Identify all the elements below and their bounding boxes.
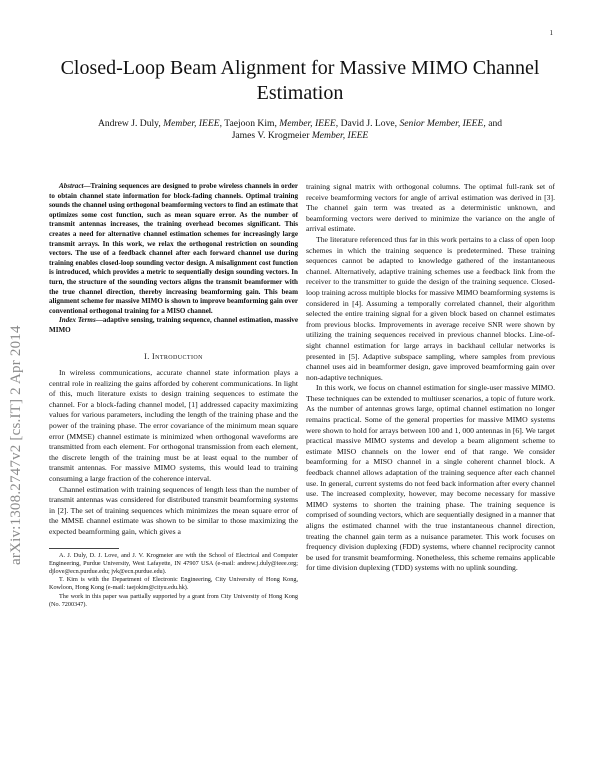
arxiv-stamp: arXiv:1308.2747v2 [cs.IT] 2 Apr 2014 [8,325,24,565]
footnote: A. J. Duly, D. J. Love, and J. V. Krogmeier are with the School of Electrical and Computer Engineering, Purdue University, West Lafayette, IN 47907 USA (e-mail: andrew.j.duly@ieee.org; djlove@ecn.purdue.edu; jvk@ecn.purdue.edu). [49,551,298,575]
right-column [306,182,555,574]
footnote-divider [49,548,119,549]
body-paragraph: training signal matrix with orthogonal columns. The optimal full-rank set of receive beamforming vectors for angle of arrival estimation was derived in [3]. The channel gain term was treated as a deterministic unknown, and beamforming vectors were derived to minimize the variance on the angle of arrival estimate. [306,182,555,234]
index-terms [49,316,298,335]
body-paragraph: In this work, we focus on channel estimation for single-user massive MIMO. These techniques can be extended to multiuser scenarios, a topic of future work. As the number of antennas grows large, optimal channel estimation no longer remains practical. Some of the general properties for massive MIMO systems were shown to hold for arrays between 100 and 1, 000 antennas in [6]. We target practical massive MIMO systems and develop a beam alignment scheme to estimate MISO channels on the lower end of that range. We consider beamforming for a MISO channel in a single coherent channel block. A feedback channel allows adaptation of the training sequence after each channel use. In general, current systems do not feed back information after every channel use. The increased complexity, however, may become necessary for massive MIMO systems to shorten the training phase. The training sequence is comprised of sounding vectors, which are sequentially designed in a manner that aligns the estimated channel with the true instantaneous channel direction, treating the channel gain term as a nuisance parameter. This work focuses on frequency division duplexing (FDD) systems, where channel reciprocity cannot be used for transmit beamforming. Nonetheless, this scheme remains applicable for time division duplexing (TDD) systems with no uplink sounding. [306,383,555,573]
footnote: The work in this paper was partially supported by a grant from City University of Hong Kong (No. 7200347). [49,592,298,608]
footnote: T. Kim is with the Department of Electronic Engineering, City University of Hong Kong, Kowloon, Hong Kong (e-mail: taejokim@cityu.edu.hk). [49,576,298,592]
page-number: 1 [549,29,553,37]
abstract-text: —Training sequences are designed to probe wireless channels in order to obtain channel state information for block-fading channels. Optimal training sounds the channel using orthogonal beamforming vectors to find an estimate that optimizes some cost function, such as mean square error. As the number of transmit antennas increases, the training overhead becomes significant. This creates a need for alternative channel estimation schemes for increasingly large transmit arrays. In this work, we relax the orthogonal restriction on sounding vectors. The use of a feedback channel after each forward channel use during training enables closed-loop sounding vector design. A misalignment cost function is introduced, which provides a metric to sequentially design sounding vectors. In turn, the structure of the sounding vectors aligns the transmit beamformer with the true channel direction, thereby increasing beamforming gain. This beam alignment scheme for massive MIMO is shown to improve beamforming gain over conventional orthogonal training for a MISO channel. [49,182,298,315]
author-name: David J. Love, [340,118,398,129]
author-role: Member, IEEE [311,130,369,141]
abstract-label: Abstract [59,182,84,190]
author-name: James V. Krogmeier [231,130,310,141]
index-terms-text: —adaptive sensing, training sequence, channel estimation, massive MIMO [49,316,299,334]
author-name: Andrew J. Duly, [97,118,161,129]
author-name: Taejoon Kim, [224,118,277,129]
index-terms-label: Index Terms [59,316,96,325]
paper-title: Closed-Loop Beam Alignment for Massive MIMO Channel Estimation [60,57,540,104]
author-list [60,118,540,142]
author-role: Member, IEEE, [163,118,223,129]
body-paragraph: In wireless communications, accurate channel state information plays a central role in realizing the gains afforded by coherent communications. In light of this, much literature exists to design training sequences to estimate the channel. For a block-fading channel model, [1] addressed capacity maximizing values for various parameters, including the length of the training phase and the power of the training phase. The error covariance of the minimum mean square error (MMSE) channel estimate is minimized when orthogonal waveforms are transmitted from each element. For orthogonal transmission from each element, the discrete length of the training must be at least equal to the number of transmit antennas. For massive MIMO systems, this would lead to training consuming a large fraction of the coherence interval. [49,368,298,484]
section-heading: I. Introduction [144,351,203,361]
author-role: Member, IEEE, [279,118,339,129]
body-paragraph: Channel estimation with training sequences of length less than the number of transmit antennas was considered for distributed transmit beamforming systems in [2]. The set of training sequences which minimizes the mean square error of the MMSE channel estimate was shown to be similar to those maximizing the expected beamforming gain, which gives a [49,484,298,536]
left-column [49,182,298,609]
author-role: Senior Member, IEEE, [399,118,486,129]
author-conjunction: and [488,118,503,129]
body-paragraph: The literature referenced thus far in this work pertains to a class of open loop schemes in which the training sequence is predetermined. These training sequences cannot be adapted to knowledge gathered of the instantaneous channel. Alternatively, adaptive training schemes use a feedback link from the receiver to the transmitter to guide the design of the training sequence. Closed-loop training across multiple blocks for massive MIMO beamforming systems is considered in [4]. Assuming a temporally correlated channel, their algorithm selected the entire training signal for a given block based on channel estimates from previous blocks. Improvements in average receive SNR were shown by utilizing the training sequences received in previous channel blocks. Line-of-sight channel estimation for large arrays in backhaul cellular networks is presented in [5]. Adaptive subspace sampling, where samples from previous channel uses aid in beamformer design, gave improved beamforming gain over non-adaptive techniques. [306,234,555,382]
abstract [49,182,298,316]
